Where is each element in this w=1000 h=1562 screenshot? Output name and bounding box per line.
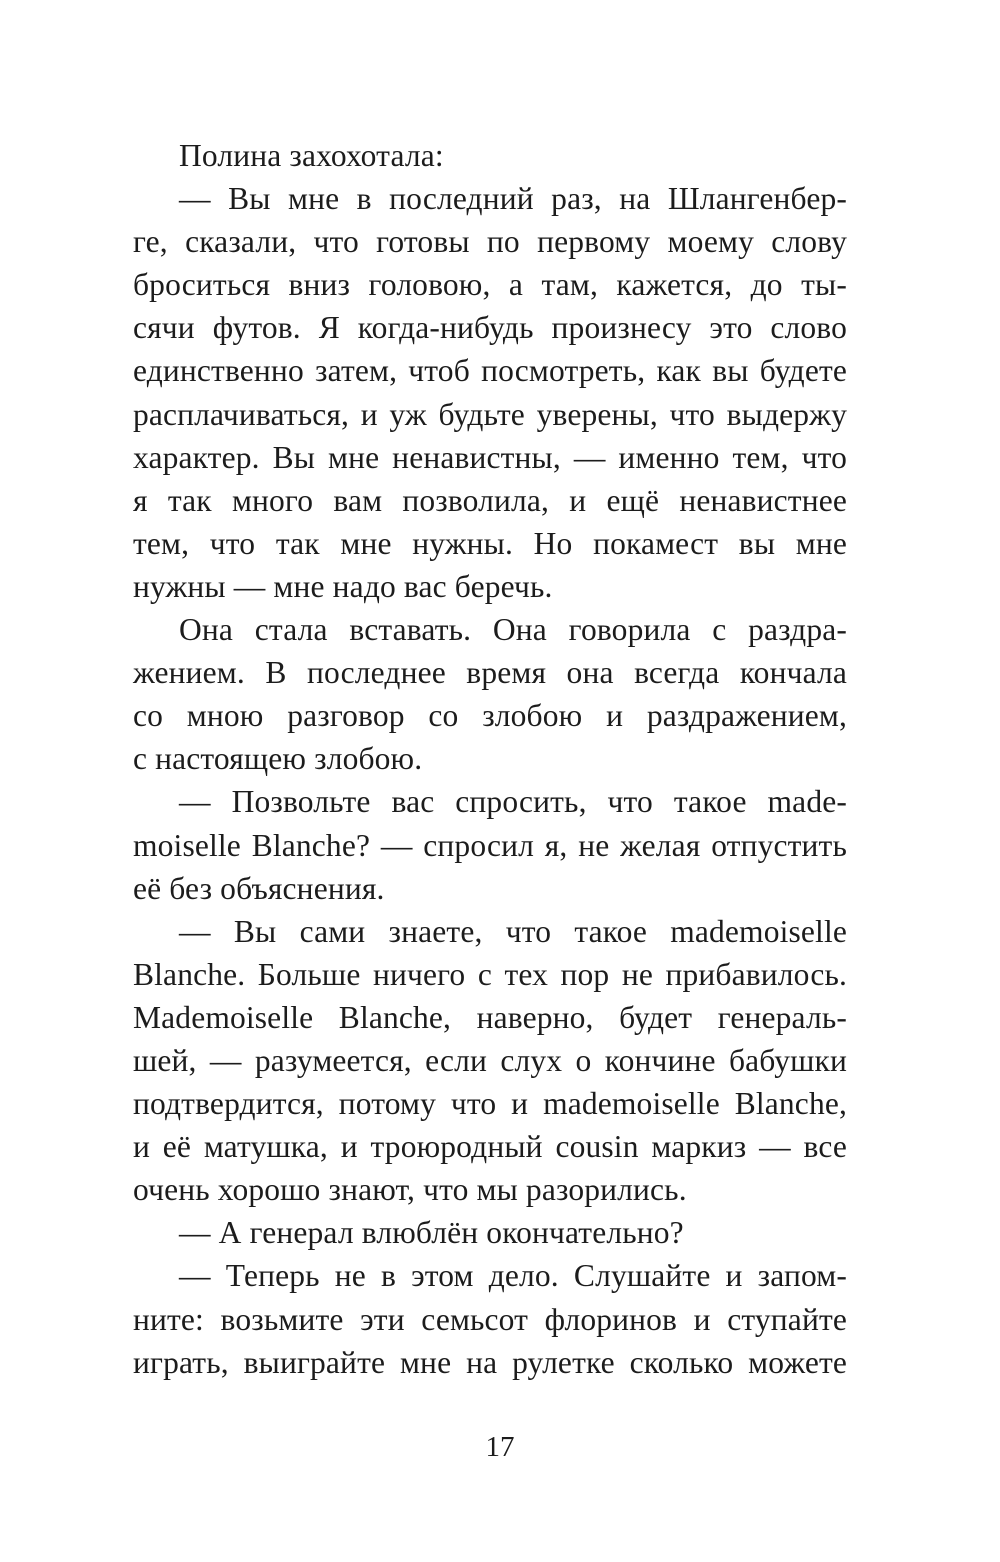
- text-line: характер. Вы мне ненавистны, — именно тем, что: [133, 439, 847, 475]
- text-line: с настоящею злобою.: [133, 741, 423, 777]
- text-line: — А генерал влюблён окончательно?: [179, 1215, 684, 1251]
- text-line: сячи футов. Я когда-нибудь произнесу это слово: [133, 310, 847, 346]
- text-line: со мною разговор со злобою и раздражением,: [133, 698, 847, 734]
- text-line: нужны — мне надо вас беречь.: [133, 568, 553, 604]
- text-line: единственно затем, чтоб посмотреть, как вы будете: [133, 353, 847, 389]
- text-line: — Вы сами знаете, что такое mademoiselle: [179, 913, 847, 949]
- text-line: ге, сказали, что готовы по первому моему слову: [133, 224, 847, 260]
- text-line: броситься вниз головою, а там, кажется, до ты-: [133, 267, 847, 303]
- text-line: — Позвольте вас спросить, что такое made-: [179, 784, 847, 820]
- text-line: играть, выиграйте мне на рулетке сколько можете: [133, 1344, 847, 1380]
- body-text: [133, 134, 847, 1384]
- text-line: расплачиваться, и уж будьте уверены, что выдержу: [133, 396, 847, 432]
- text-line: Она стала вставать. Она говорила с раздра-: [179, 612, 847, 648]
- text-line: очень хорошо знают, что мы разорились.: [133, 1172, 687, 1208]
- text-line: — Теперь не в этом дело. Слушайте и запом-: [179, 1258, 847, 1294]
- text-line: — Вы мне в последний раз, на Шлангенбер-: [179, 181, 847, 217]
- text-line: тем, что так мне нужны. Но покамест вы мне: [133, 525, 847, 561]
- text-line: и её матушка, и троюродный cousin маркиз — все: [133, 1129, 847, 1165]
- text-line: moiselle Blanche? — спросил я, не желая отпустить: [133, 827, 847, 863]
- text-line: Blanche. Больше ничего с тех пор не прибавилось.: [133, 956, 847, 992]
- text-line: Полина захохотала:: [179, 138, 444, 173]
- text-line: её без объяснения.: [133, 870, 385, 906]
- text-line: подтвердится, потому что и mademoiselle Blanche,: [133, 1086, 847, 1122]
- text-line: Mademoiselle Blanche, наверно, будет генераль-: [133, 999, 847, 1035]
- text-line: шей, — разумеется, если слух о кончине бабушки: [133, 1042, 847, 1078]
- text-line: я так много вам позволила, и ещё ненавистнее: [133, 482, 847, 518]
- page-number: 17: [485, 1431, 515, 1463]
- text-line: жением. В последнее время она всегда кончала: [133, 655, 847, 691]
- text-line: ните: возьмите эти семьсот флоринов и ступайте: [133, 1301, 847, 1337]
